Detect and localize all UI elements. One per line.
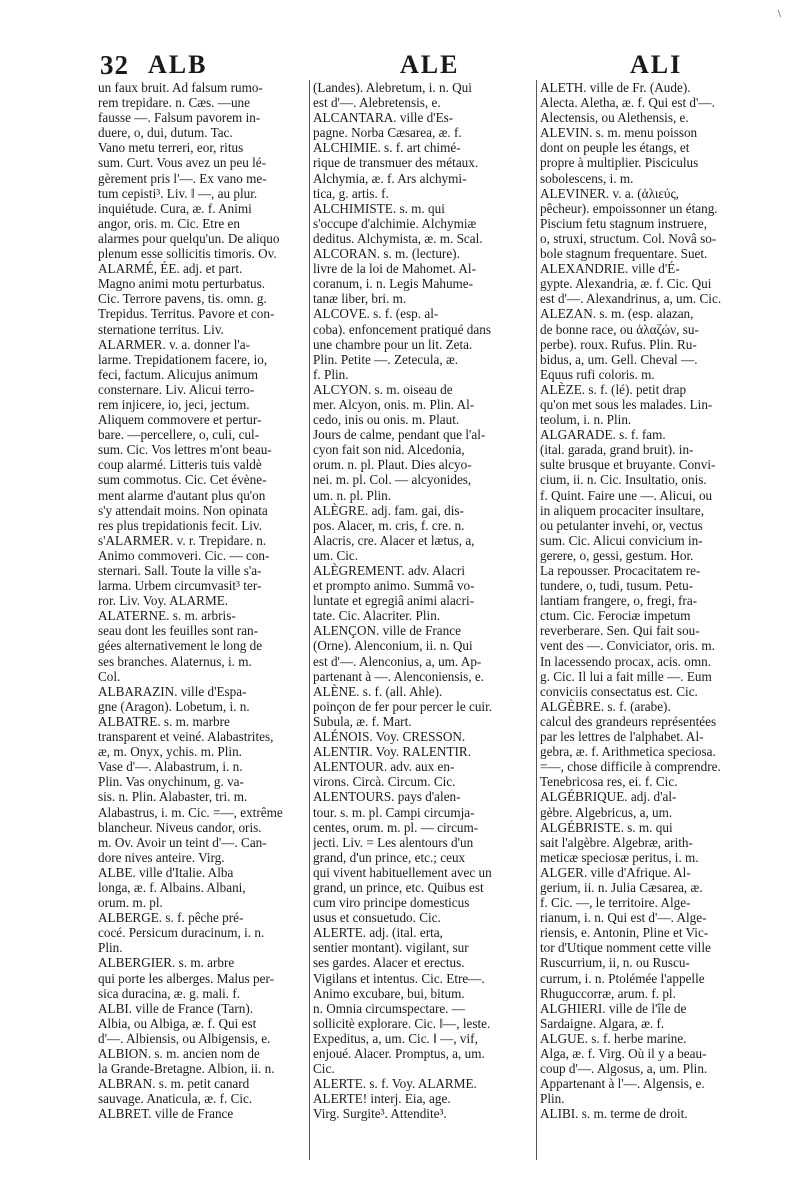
dictionary-line: =—, chose difficile à comprendre. xyxy=(540,759,721,775)
dictionary-line: Equus rufi coloris. m. xyxy=(540,366,655,382)
dictionary-line: o, struxi, structum. Col. Novâ so- xyxy=(540,230,717,246)
dictionary-line: transparent et veiné. Alabastrites, xyxy=(98,729,274,745)
dictionary-line: coranum, i. n. Legis Mahume- xyxy=(313,276,474,292)
dictionary-line: ALGER. ville d'Afrique. Al- xyxy=(540,864,691,880)
dictionary-line: livre de la loi de Mahomet. Al- xyxy=(313,261,476,277)
dictionary-line: ALEVINER. v. a. (ἁλιεύς, xyxy=(540,185,679,201)
dictionary-line: pagne. Norba Cæsarea, æ. f. xyxy=(313,125,462,141)
dictionary-line: Cic. xyxy=(313,1061,335,1077)
dictionary-line: Vano metu terreri, eor, ritus xyxy=(98,140,244,156)
dictionary-line: sum. Cic. Alicui convicium in- xyxy=(540,532,703,548)
dictionary-line: Virg. Surgite³. Attendite³. xyxy=(313,1106,447,1122)
dictionary-line: sternari. Sall. Toute la ville s'a- xyxy=(98,563,262,578)
dictionary-column-2 xyxy=(313,80,533,1121)
dictionary-line: sis. n. Plin. Alabaster, tri. m. xyxy=(98,789,248,805)
dictionary-line: ALERTE. s. f. Voy. ALARME. xyxy=(313,1076,477,1092)
dictionary-line: ses branches. Alaternus, i. m. xyxy=(98,653,252,669)
dictionary-line: rianum, i. n. Qui est d'—. Alge- xyxy=(540,910,707,926)
dictionary-line: riensis, e. Antonin, Pline et Vic- xyxy=(540,925,709,941)
dictionary-line: une chambre pour un lit. Zeta. xyxy=(313,336,473,352)
dictionary-line: tica, g. artis. f. xyxy=(313,185,389,201)
dictionary-line: ALÈGRE. adj. fam. gai, dis- xyxy=(313,502,464,518)
dictionary-line: larme. Trepidationem facere, io, xyxy=(98,351,268,367)
dictionary-line: ALBERGE. s. f. pêche pré- xyxy=(98,910,244,926)
dictionary-line: grand, un prince, etc. Quibus est xyxy=(313,879,484,895)
dictionary-line: un faux bruit. Ad falsum rumo- xyxy=(98,80,263,95)
dictionary-line: est d'—. Alexandrinus, a, um. Cic. xyxy=(540,291,722,307)
dictionary-line: ALIBI. s. m. terme de droit. xyxy=(540,1106,688,1122)
dictionary-line: ALCORAN. s. m. (lecture). xyxy=(313,246,460,262)
dictionary-line: (Landes). Alebretum, i. n. Qui xyxy=(313,80,472,95)
dictionary-line: tour. s. m. pl. Campi circumja- xyxy=(313,804,475,820)
dictionary-line: mer. Alcyon, onis. m. Plin. Al- xyxy=(313,396,475,412)
dictionary-line: propre à multiplier. Pisciculus xyxy=(540,155,699,171)
dictionary-line: cocé. Persicum duracinum, i. n. xyxy=(98,925,265,941)
dictionary-line: fausse —. Falsum pavorem in- xyxy=(98,110,261,126)
dictionary-line: pos. Alacer, m. cris, f. cre. n. xyxy=(313,517,465,533)
dictionary-line: virons. Circà. Circum. Cic. xyxy=(313,774,456,790)
dictionary-line: Cic. Terrore pavens, tis. omn. g. xyxy=(98,291,267,307)
dictionary-line: inquiétude. Cura, æ. f. Animi xyxy=(98,200,252,216)
dictionary-line: ALBATRE. s. m. marbre xyxy=(98,713,230,729)
dictionary-line: ALEVIN. s. m. menu poisson xyxy=(540,125,698,141)
dictionary-line: cedo, inis ou onis. m. Plaut. xyxy=(313,412,460,428)
dictionary-line: centes, orum. m. pl. — circum- xyxy=(313,819,479,835)
dictionary-line: m. Ov. Avoir un teint d'—. Can- xyxy=(98,834,267,850)
dictionary-line: um. Cic. xyxy=(313,547,359,563)
dictionary-line: (Orne). Alenconium, ii. n. Qui xyxy=(313,638,473,654)
dictionary-line: cum viro principe domesticus xyxy=(313,895,470,911)
column-rule-2 xyxy=(536,80,537,1160)
dictionary-line: deditus. Alchymista, æ. m. Scal. xyxy=(313,230,483,246)
dictionary-line: gées alternativement le long de xyxy=(98,638,263,654)
dictionary-line: ALGHIERI. ville de l'île de xyxy=(540,1000,687,1016)
dictionary-line: ALBERGIER. s. m. arbre xyxy=(98,955,235,971)
dictionary-line: Albia, ou Albiga, æ. f. Qui est xyxy=(98,1015,257,1031)
dictionary-line: sum. Cic. Vos lettres m'ont beau- xyxy=(98,442,272,458)
dictionary-line: Vase d'—. Alabastrum, i. n. xyxy=(98,759,243,775)
dictionary-line: ALARMÉ, ÉE. adj. et part. xyxy=(98,261,243,277)
dictionary-line: bidus, a, um. Gell. Cheval —. xyxy=(540,351,698,367)
dictionary-line: dore nives anteire. Virg. xyxy=(98,849,225,865)
dictionary-line: coup d'—. Algosus, a, um. Plin. xyxy=(540,1061,708,1077)
dictionary-line: f. Quint. Faire une —. Alicui, ou xyxy=(540,487,713,503)
dictionary-line: sollicitè explorare. Cic. ‖—, leste. xyxy=(313,1015,491,1031)
dictionary-line: tundere, o, tudi, tusum. Petu- xyxy=(540,578,694,594)
dictionary-line: ment alarme d'autant plus qu'on xyxy=(98,487,266,503)
dictionary-line: gerere, o, gessi, gestum. Hor. xyxy=(540,547,694,563)
dictionary-line: ALCHIMISTE. s. m. qui xyxy=(313,200,445,216)
dictionary-line: gèbre. Algebricus, a, um. xyxy=(540,804,673,820)
dictionary-line: ctum. Cic. Ferociæ impetum xyxy=(540,608,691,624)
dictionary-line: gèrement pris l'—. Ex vano me- xyxy=(98,170,267,186)
dictionary-line: g. Cic. Il lui a fait mille —. Eum xyxy=(540,668,712,684)
dictionary-line: ALERTE! interj. Eia, age. xyxy=(313,1091,451,1107)
dictionary-line: sait l'algèbre. Algebræ, arith- xyxy=(540,834,693,850)
dictionary-line: ALENÇON. ville de France xyxy=(313,623,461,639)
dictionary-line: qui vivent habituellement avec un xyxy=(313,864,492,880)
dictionary-line: Alectensis, ou Alethensis, e. xyxy=(540,110,689,126)
dictionary-line: orum. n. pl. Plaut. Dies alcyo- xyxy=(313,457,472,473)
dictionary-line: bare. —percellere, o, culi, cul- xyxy=(98,427,260,443)
dictionary-line: reverberare. Sen. Qui fait sou- xyxy=(540,623,700,639)
dictionary-line: ALÉNOIS. Voy. CRESSON. xyxy=(313,729,466,745)
dictionary-line: vent des —. Conviciator, oris. m. xyxy=(540,638,715,654)
dictionary-line: Animo excubare, bui, bitum. xyxy=(313,985,465,1001)
dictionary-line: seau dont les feuilles sont ran- xyxy=(98,623,259,639)
dictionary-line: ror. Liv. Voy. ALARME. xyxy=(98,593,229,609)
dictionary-line: tor d'Utique nomment cette ville xyxy=(540,940,711,956)
dictionary-line: ALENTIR. Voy. RALENTIR. xyxy=(313,744,471,760)
dictionary-line: ALGARADE. s. f. fam. xyxy=(540,427,666,443)
dictionary-line: ALCHIMIE. s. f. art chimé- xyxy=(313,140,461,156)
dictionary-line: Plin. xyxy=(540,1091,565,1107)
dictionary-line: rem injicere, io, jeci, jectum. xyxy=(98,396,250,412)
dictionary-line: ALEZAN. s. m. (esp. alazan, xyxy=(540,306,694,322)
dictionary-line: Rhuguccorræ, arum. f. pl. xyxy=(540,985,676,1001)
dictionary-line: ses gardes. Alacer et erectus. xyxy=(313,955,465,971)
dictionary-line: est d'—. Alenconius, a, um. Ap- xyxy=(313,653,482,669)
dictionary-line: La repousser. Procacitatem re- xyxy=(540,563,701,578)
dictionary-line: qui porte les alberges. Malus per- xyxy=(98,970,275,986)
dictionary-line: ALBRET. ville de France xyxy=(98,1106,234,1122)
dictionary-line: ALÈGREMENT. adv. Alacri xyxy=(313,563,465,578)
dictionary-line: Piscium fetu stagnum instruere, xyxy=(540,215,708,231)
dictionary-line: Alecta. Aletha, æ. f. Qui est d'—. xyxy=(540,95,715,111)
dictionary-line: ALENTOURS. pays d'alen- xyxy=(313,789,461,805)
dictionary-line: cium, ii. n. Cic. Insultatio, onis. xyxy=(540,472,707,488)
dictionary-line: ou petulanter invehi, or, vectus xyxy=(540,517,703,533)
corner-mark: \ xyxy=(777,6,781,20)
dictionary-line: de bonne race, ou ἀλαζών, su- xyxy=(540,321,699,337)
dictionary-line: res plus trepidationis fecit. Liv. xyxy=(98,517,262,533)
dictionary-line: sobolescens, i. m. xyxy=(540,170,634,186)
dictionary-line: n. Omnia circumspectare. — xyxy=(313,1000,465,1016)
dictionary-line: ALGÉBRISTE. s. m. qui xyxy=(540,819,673,835)
dictionary-line: æ, m. Onyx, ychis. m. Plin. xyxy=(98,744,242,760)
dictionary-line: Plin. Vas onychinum, g. va- xyxy=(98,774,244,790)
dictionary-line: blancheur. Niveus candor, oris. xyxy=(98,819,262,835)
dictionary-line: f. Plin. xyxy=(313,366,349,382)
dictionary-line: Alabastrus, i. m. Cic. =—, extrême xyxy=(98,804,283,820)
dictionary-line: Sardaigne. Algara, æ. f. xyxy=(540,1015,665,1031)
dictionary-line: gne (Aragon). Lobetum, i. n. xyxy=(98,698,250,714)
column-rule-1 xyxy=(309,80,310,1160)
dictionary-line: currum, i. n. Ptolémée l'appelle xyxy=(540,970,705,986)
dictionary-line: rique de transmuer des métaux. xyxy=(313,155,479,171)
dictionary-line: alarmes pour quelqu'un. De aliquo xyxy=(98,230,280,246)
dictionary-line: nei. m. pl. Col. — alcyonides, xyxy=(313,472,472,488)
dictionary-line: Animo commoveri. Cic. — con- xyxy=(98,547,270,563)
dictionary-line: ALBI. ville de France (Tarn). xyxy=(98,1000,254,1016)
dictionary-line: sulte brusque et bruyante. Convi- xyxy=(540,457,716,473)
dictionary-line: consternare. Liv. Alicui terro- xyxy=(98,381,255,397)
dictionary-line: poinçon de fer pour percer le cuir. xyxy=(313,698,493,714)
header-right-guide-word: ALI xyxy=(630,50,683,79)
dictionary-line: Alchymia, æ. f. Ars alchymi- xyxy=(313,170,467,186)
dictionary-line: luntate et egregiâ animi alacri- xyxy=(313,593,475,609)
dictionary-line: ALÈNE. s. f. (all. Ahle). xyxy=(313,683,443,699)
dictionary-line: Expeditus, a, um. Cic. ‖ —, vif, xyxy=(313,1030,478,1046)
dictionary-line: Trepidus. Territus. Pavore et con- xyxy=(98,306,275,322)
page-number: 32 xyxy=(100,50,129,80)
dictionary-line: orum. m. pl. xyxy=(98,895,163,911)
dictionary-line: longa, æ. f. Albains. Albani, xyxy=(98,879,246,895)
dictionary-line: ALCOVE. s. f. (esp. al- xyxy=(313,306,439,322)
dictionary-line: ALETH. ville de Fr. (Aude). xyxy=(540,80,691,95)
dictionary-line: ALCANTARA. ville d'Es- xyxy=(313,110,454,126)
dictionary-line: perbe). roux. Rufus. Plin. Ru- xyxy=(540,336,697,352)
dictionary-line: (ital. garada, grand bruit). in- xyxy=(540,442,694,458)
dictionary-line: ALGÈBRE. s. f. (arabe). xyxy=(540,698,671,714)
dictionary-line: calcul des grandeurs représentées xyxy=(540,713,717,729)
dictionary-line: ALEXANDRIE. ville d'É- xyxy=(540,261,680,277)
dictionary-line: ALGUE. s. f. herbe marine. xyxy=(540,1030,687,1046)
dictionary-line: la Grande-Bretagne. Albion, ii. n. xyxy=(98,1061,275,1077)
dictionary-line: ALGÉBRIQUE. adj. d'al- xyxy=(540,789,677,805)
dictionary-column-1 xyxy=(98,80,306,1121)
dictionary-line: teolum, i. n. Plin. xyxy=(540,412,632,428)
dictionary-line: Plin. xyxy=(98,940,123,956)
dictionary-line: gypte. Alexandria, æ. f. Cic. Qui xyxy=(540,276,712,292)
dictionary-line: f. Cic. —, le territoire. Alge- xyxy=(540,895,691,911)
dictionary-line: Subula, æ. f. Mart. xyxy=(313,713,412,729)
dictionary-line: bole stagnum frequentare. Suet. xyxy=(540,246,708,262)
dictionary-line: Col. xyxy=(98,668,121,684)
dictionary-line: ALBION. s. m. ancien nom de xyxy=(98,1046,260,1061)
dictionary-line: um. n. pl. Plin. xyxy=(313,487,392,503)
dictionary-line: sentier montant). vigilant, sur xyxy=(313,940,469,956)
dictionary-line: s'ALARMER. v. r. Trepidare. n. xyxy=(98,532,267,548)
dictionary-line: ALÈZE. s. f. (lé). petit drap xyxy=(540,381,687,397)
dictionary-line: tate. Cic. Alacriter. Plin. xyxy=(313,608,441,624)
dictionary-line: feci, factum. Alicujus animum xyxy=(98,366,259,382)
dictionary-line: gebra, æ. f. Arithmetica speciosa. xyxy=(540,744,716,760)
dictionary-column-3 xyxy=(540,80,758,1121)
dictionary-line: tum cepisti³. Liv. ‖ —, au plur. xyxy=(98,185,258,201)
dictionary-line: ALERTE. adj. (ital. erta, xyxy=(313,925,443,941)
dictionary-line: s'y attendait moins. Non opinata xyxy=(98,502,268,518)
dictionary-line: ALBRAN. s. m. petit canard xyxy=(98,1076,250,1092)
dictionary-line: Tenebricosa res, ei. f. Cic. xyxy=(540,774,678,790)
dictionary-line: Jours de calme, pendant que l'al- xyxy=(313,427,486,443)
dictionary-line: par les lettres de l'alphabet. Al- xyxy=(540,729,704,745)
dictionary-line: sternatione territus. Liv. xyxy=(98,321,224,337)
dictionary-line: Alacris, cre. Alacer et lætus, a, xyxy=(313,532,475,548)
header-center-guide-word: ALE xyxy=(400,50,460,79)
dictionary-line: gerium, ii. n. Julia Cæsarea, æ. xyxy=(540,879,703,895)
dictionary-line: meticæ speciosæ peritus, i. m. xyxy=(540,849,699,865)
dictionary-line: coup alarmé. Litteris tuis valdè xyxy=(98,457,262,473)
dictionary-line: pêcheur). empoissonner un étang. xyxy=(540,200,718,216)
dictionary-line: Alga, æ. f. Virg. Où il y a beau- xyxy=(540,1046,707,1061)
dictionary-line: ALBE. ville d'Italie. Alba xyxy=(98,864,234,880)
dictionary-line: conviciis consectatus est. Cic. xyxy=(540,683,698,699)
dictionary-line: sum. Curt. Vous avez un peu lé- xyxy=(98,155,266,171)
dictionary-line: Vigilans et intentus. Cic. Etre—. xyxy=(313,970,485,986)
dictionary-line: qu'on met sous les malades. Lin- xyxy=(540,396,713,412)
dictionary-line: larma. Urbem circumvasit³ ter- xyxy=(98,578,262,594)
dictionary-line: ALENTOUR. adv. aux en- xyxy=(313,759,455,775)
dictionary-line: coba). enfoncement pratiqué dans xyxy=(313,321,491,337)
dictionary-line: ALBARAZIN. ville d'Espa- xyxy=(98,683,247,699)
dictionary-line: cyon fait son nid. Alcedonia, xyxy=(313,442,465,458)
header-left-guide-word: ALB xyxy=(148,50,208,79)
dictionary-line: duere, o, dui, dutum. Tac. xyxy=(98,125,233,141)
dictionary-line: in aliquem procaciter insultare, xyxy=(540,502,705,518)
dictionary-line: Appartenant à l'—. Algensis, e. xyxy=(540,1076,705,1092)
dictionary-line: sum commotus. Cic. Cet évène- xyxy=(98,472,267,488)
dictionary-line: et prompto animo. Summâ vo- xyxy=(313,578,475,594)
dictionary-line: ALCYON. s. m. oiseau de xyxy=(313,381,453,397)
dictionary-line: ALATERNE. s. m. arbris- xyxy=(98,608,236,624)
dictionary-line: angor, oris. m. Cic. Etre en xyxy=(98,215,240,231)
dictionary-line: d'—. Albiensis, ou Albigensis, e. xyxy=(98,1030,271,1046)
dictionary-line: Ruscurrium, ii, n. ou Ruscu- xyxy=(540,955,690,971)
dictionary-line: Magno animi motu perturbatus. xyxy=(98,276,266,292)
dictionary-line: lantiam frangere, o, fregi, fra- xyxy=(540,593,698,609)
dictionary-line: dont on peuple les étangs, et xyxy=(540,140,690,156)
dictionary-line: usus et consuetudo. Cic. xyxy=(313,910,441,926)
dictionary-line: est d'—. Alebretensis, e. xyxy=(313,95,441,111)
dictionary-line: Plin. Petite —. Zetecula, æ. xyxy=(313,351,459,367)
dictionary-line: sauvage. Anaticula, æ. f. Cic. xyxy=(98,1091,253,1107)
dictionary-line: rem trepidare. n. Cæs. —une xyxy=(98,95,250,111)
dictionary-line: tanæ liber, bri. m. xyxy=(313,291,407,307)
dictionary-line: s'occupe d'alchimie. Alchymiæ xyxy=(313,215,477,231)
dictionary-line: grand, d'un prince, etc.; ceux xyxy=(313,849,466,865)
dictionary-line: jecti. Liv. = Les alentours d'un xyxy=(313,834,474,850)
dictionary-line: plenum esse sollicitis timoris. Ov. xyxy=(98,246,277,262)
dictionary-line: ALARMER. v. a. donner l'a- xyxy=(98,336,251,352)
dictionary-line: partenant à —. Alenconiensis, e. xyxy=(313,668,485,684)
dictionary-line: sica duracina, æ. g. mali. f. xyxy=(98,985,241,1001)
dictionary-line: enjoué. Alacer. Promptus, a, um. xyxy=(313,1046,485,1061)
dictionary-line: Aliquem commovere et pertur- xyxy=(98,412,262,428)
dictionary-line: In lacessendo procax, acis. omn. xyxy=(540,653,712,669)
